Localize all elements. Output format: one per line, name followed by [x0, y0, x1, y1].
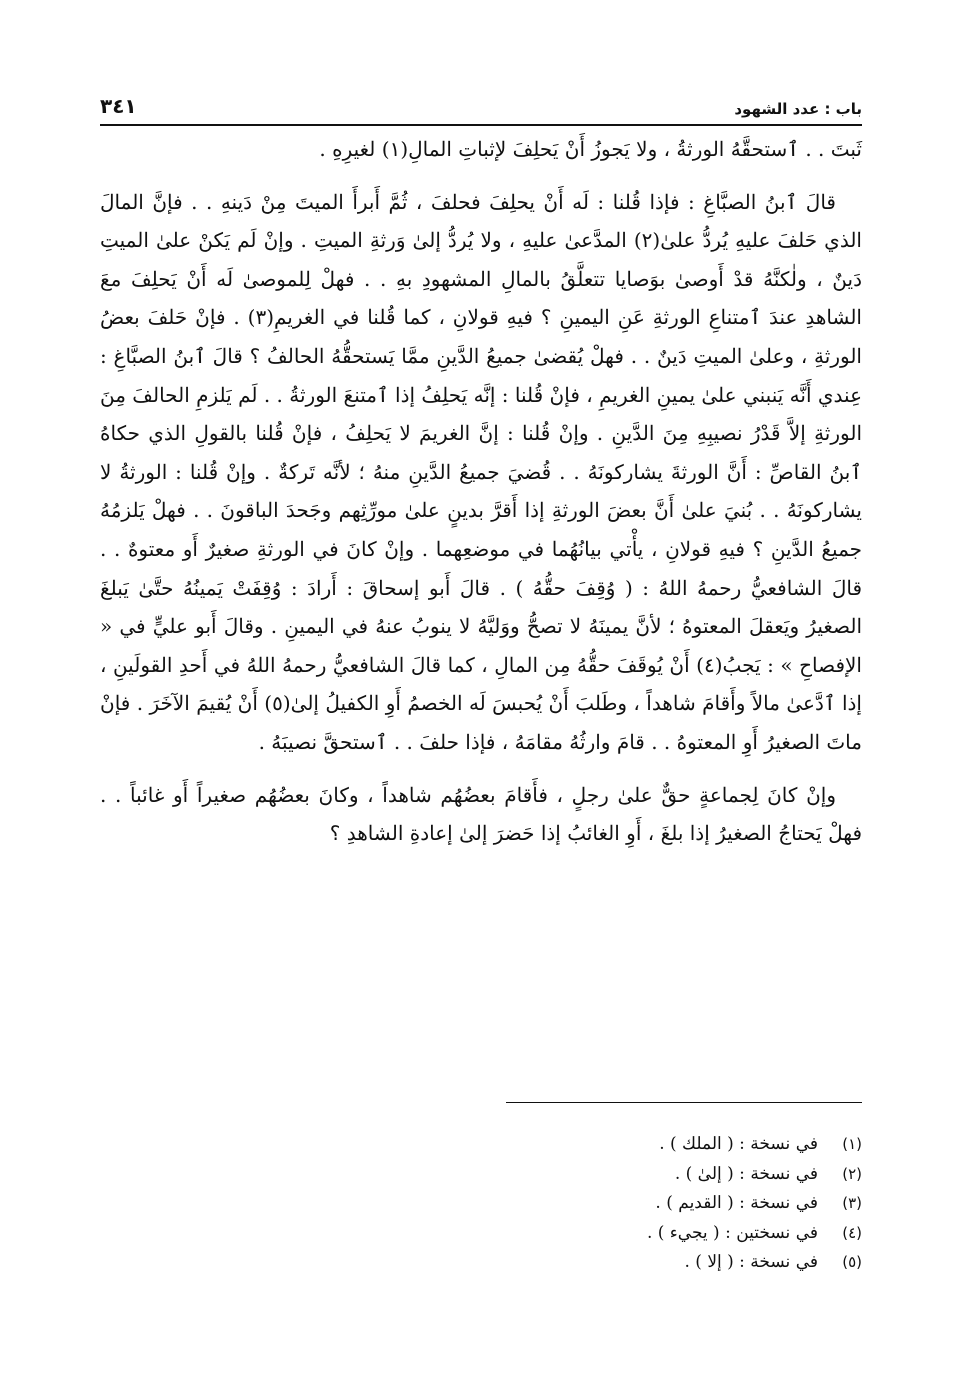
running-header [100, 84, 862, 118]
chapter-title: باب : عدد الشهود [734, 100, 862, 118]
footnote [442, 1248, 862, 1278]
footnote-text: في نسخة : ( الملك ) . [659, 1134, 818, 1154]
footnote-divider [506, 1102, 862, 1103]
paragraph-group-claim: وإنْ كانَ لِجماعةٍ حقٌّ علىٰ رجلٍ ، فأَقامَ بعضُهُم شاهداً ، وكانَ بعضُهُم صغيراً أَو غائباً . . فهلْ يَحتاجُ الصغيرُ إذا بلغَ ، أَوِ الغائبُ إذا حَضرَ إلىٰ إعادةِ الشاهدِ ؟ [100, 782, 862, 846]
footnote-text: في نسختين : ( يجيء ) . [646, 1222, 818, 1243]
footnotes [442, 1130, 862, 1278]
footnote-number: (٣) [842, 1194, 862, 1212]
footnote [442, 1219, 862, 1249]
footnote [442, 1130, 862, 1160]
footnote-text: في نسخة : ( إلا ) . [684, 1252, 818, 1272]
footnote [442, 1160, 862, 1190]
footnote-number: (٢) [842, 1164, 862, 1183]
header-divider [100, 124, 862, 126]
paragraph-ibn-al-sabbagh: قالَ ٱبنُ الصبَّاغِ : فإذا قُلنا : لَه أَنْ يحلِفَ فحلفَ ، ثُمَّ أَبرأَ الميتَ مِنْ دَينهِ . . فإنَّ المالَ الذي حَلفَ عليهِ يُردُّ علىٰ(٢) المدَّعىٰ عليهِ ، ولا يُردُّ إلىٰ وَرثةِ الميتِ . وإنْ لَم يَكنْ علىٰ الميتِ دَينٌ ، ولٰكنَّهُ قدْ أَوصىٰ بوَصايا تتعلَّقُ بالمالِ المشهودِ بهِ . . فهلْ لِلموصىٰ لَه أَنْ يَحلِفَ معَ الشاهدِ عندَ ٱمتناعِ الورثةِ عَنِ اليمينِ ؟ فيهِ قولانِ ، كما قُلنا في الغريمِ(٣) . فإنْ حَلفَ بعضُ الورثةِ ، وعلىٰ الميتِ دَينٌ . . فهلْ يُقضىٰ جميعُ الدَّينِ ممَّا يَستحقُّهُ الحالفُ ؟ قالَ ٱبنُ الصبَّاغِ : عِندي أَنَّه يَنبني علىٰ يمينِ الغريمِ ، فإنْ قُلنا : إنَّه يَحلِفُ إذا ٱمتنعَ الورثةُ . . لَم يَلزمِ الحالفَ مِنَ الورثةِ إلاَّ قَدْرُ نصيبِهِ مِنَ الدَّينِ . وإنْ قُلنا : إنَّ الغريمَ لا يَحلِفُ ، فإنْ قُلنا بالقولِ الذي حكاهُ ٱبنُ القاصِّ : أَنَّ الورثةَ يشاركونَهُ . . قُضيَ جميعُ الدَّينِ منهُ ؛ لأنَّه تَركةٌ . وإنْ قُلنا : الورثةُ لا يشاركونَهُ . . بُنيَ علىٰ أَنَّ بعضَ الورثةِ إذا أَقرَّ بدينٍ علىٰ مورِّثِهم وجَحدَ الباقونَ . . فهلْ يَلزمُهُ جميعُ الدَّينِ ؟ فيهِ قولانِ ، يأْتي بيانُهُما في موضعِهما . وإنْ كانَ في الورثةِ صغيرٌ أَو معتوهٌ . . قالَ الشافعيُّ رحمهُ اللهُ : ( وُقِفَ حقُّهُ ) . قالَ أَبو إسحاقَ : أَرادَ : وُقِفَتْ يَمينُهُ حتَّىٰ يَبلغَ الصغيرُ ويَعقلَ المعتوهُ ؛ لأنَّ يمينَهُ لا تصحُّ ووَليَّهُ لا ينوبُ عنهُ في اليمينِ . وقالَ أَبو عليٍّ في « الإفصاحِ » : يَجبُ(٤) أَنْ يُوقَفَ حقُّهُ مِن المالِ ، كما قالَ الشافعيُّ رحمهُ اللهُ في أَحدِ القولَينِ ، إذا ٱدَّعىٰ مالاً وأَقامَ شاهداً ، وطَلبَ أَنْ يُحبسَ لَه الخصمُ أَوِ الكفيلُ إلىٰ(٥) أَنْ يُقيمَ الآخَرَ . فإنْ ماتَ الصغيرُ أَوِ المعتوهُ . . قامَ وارثُهُ مقامَهُ ، فإذا حلفَ . . ٱستحقَّ نصيبَهُ . [100, 189, 862, 754]
footnote-number: (٥) [842, 1253, 862, 1271]
footnote-text: في نسخة : ( إلىٰ ) . [674, 1163, 818, 1184]
page-number: ٣٤١ [100, 94, 137, 118]
footnote-number: (١) [842, 1135, 862, 1153]
main-text [100, 130, 862, 853]
paragraph-continuation: ثَبتَ . . ٱستحقَّهُ الورثةُ ، ولا يَجوزُ أَنْ يَحلِفَ لإثباتِ المالِ(١) لغيرِهِ . [319, 137, 862, 161]
footnote-text: في نسخة : ( القديم ) . [655, 1193, 818, 1213]
footnote-number: (٤) [842, 1223, 862, 1242]
footnote [442, 1189, 862, 1219]
